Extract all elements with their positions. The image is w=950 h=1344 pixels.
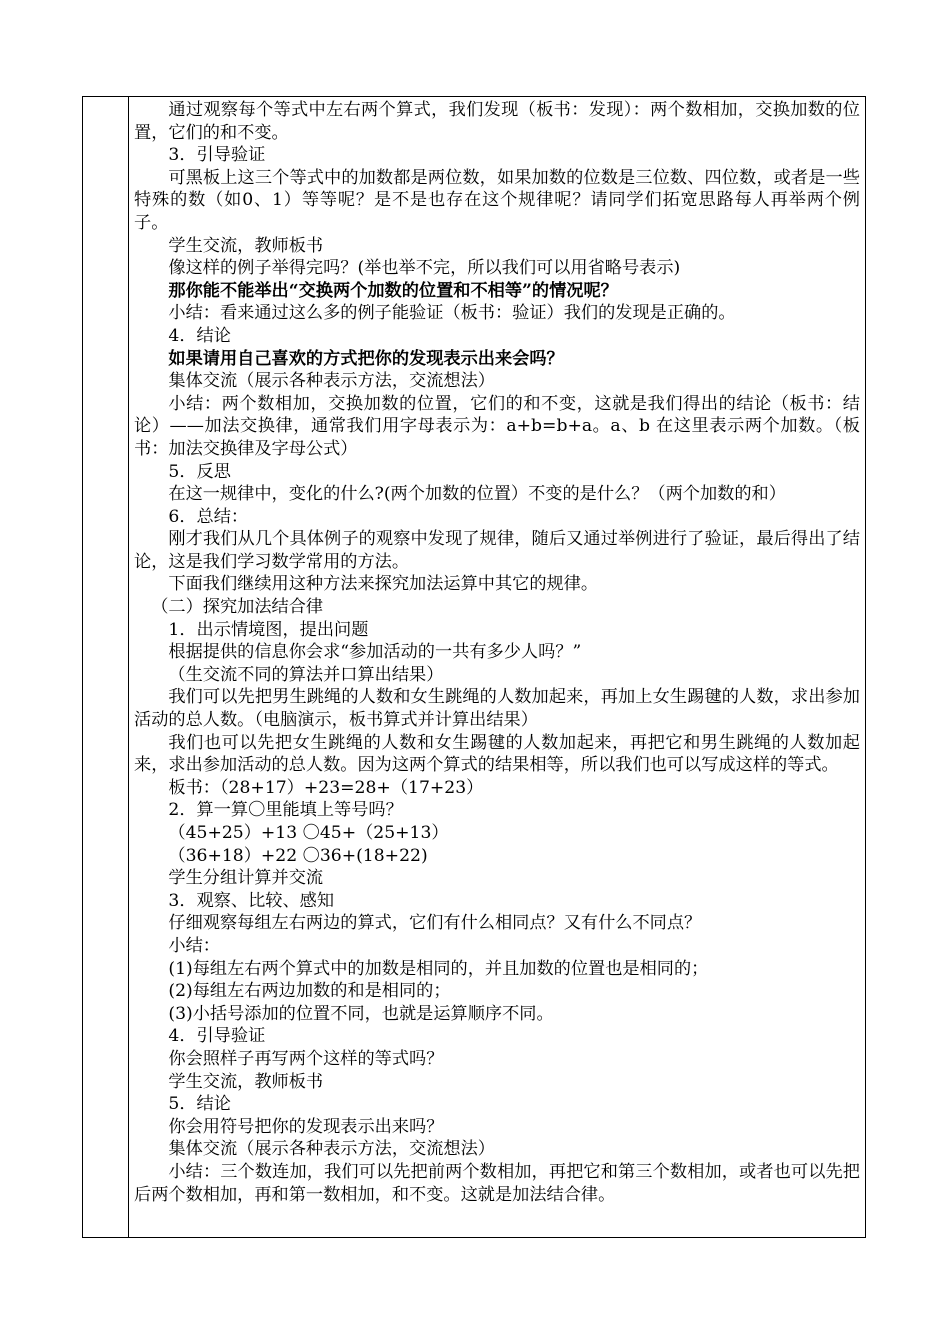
paragraph: 你会用符号把你的发现表示出来吗？ [168,1116,444,1137]
paragraph: (1)每组左右两个算式中的加数是相同的，并且加数的位置也是相同的； [168,958,709,979]
paragraph: 小结： [168,935,220,956]
paragraph: 3．观察、比较、感知 [168,890,335,911]
paragraph: (3)小括号添加的位置不同，也就是运算顺序不同。 [168,1003,554,1024]
paragraph: 可黑板上这三个等式中的加数都是两位数，如果加数的位数是三位数、四位数，或者是一些特殊的数（如0、1）等等呢？是不是也存在这个规律呢？请同学们拓宽思路每人再举两个例子。 [134,167,860,233]
paragraph: 仔细观察每组左右两边的算式，它们有什么相同点？又有什么不同点？ [168,913,702,934]
paragraph: 3．引导验证 [168,145,266,166]
paragraph: 4．结论 [168,325,231,346]
lesson-text [134,99,860,1206]
paragraph: 我们可以先把男生跳绳的人数和女生跳绳的人数加起来，再加上女生踢毽的人数，求出参加活动的总人数。（电脑演示，板书算式并计算出结果） [134,687,860,731]
paragraph: (2)每组左右两边加数的和是相同的； [168,981,451,1002]
paragraph: 2．算一算〇里能填上等号吗？ [168,800,403,821]
paragraph: 集体交流（展示各种表示方法，交流想法） [168,371,495,392]
paragraph: 5．结论 [168,1094,231,1115]
paragraph: 学生分组计算并交流 [168,868,324,889]
paragraph: （36+18）+22 〇36+(18+22) [168,845,428,866]
paragraph: 你会照样子再写两个这样的等式吗？ [168,1048,444,1069]
paragraph: 5．反思 [168,461,231,482]
paragraph: 刚才我们从几个具体例子的观察中发现了规律，随后又通过举例进行了验证，最后得出了结论，这是我们学习数学常用的方法。 [134,529,860,572]
paragraph: 板书：（28+17）+23=28+（17+23） [168,777,484,798]
paragraph: 6．总结： [168,506,249,527]
paragraph: 小结：三个数连加，我们可以先把前两个数相加，再把它和第三个数相加，或者也可以先把后两个数相加，再和第一数相加，和不变。这就是加法结合律。 [134,1161,860,1205]
paragraph: 4．引导验证 [168,1026,266,1047]
paragraph: 学生交流，教师板书 [168,235,324,256]
paragraph: （生交流不同的算法并口算出结果） [168,664,444,685]
paragraph: （45+25）+13 〇45+（25+13） [168,823,449,843]
paragraph: 如果请用自己喜欢的方式把你的发现表示出来会吗？ [168,348,564,369]
paragraph: 通过观察每个等式中左右两个算式，我们发现（板书：发现）：两个数相加，交换加数的位置，它们的和不变。 [134,100,860,143]
paragraph: 学生交流，教师板书 [168,1071,324,1092]
paragraph: 下面我们继续用这种方法来探究加法运算中其它的规律。 [168,574,599,595]
paragraph: （二）探究加法结合律 [151,597,324,618]
paragraph: 在这一规律中，变化的什么?(两个加数的位置）不变的是什么？（两个加数的和） [168,484,786,505]
paragraph: 集体交流（展示各种表示方法，交流想法） [168,1139,495,1160]
paragraph: 1．出示情境图，提出问题 [168,619,369,640]
paragraph: 像这样的例子举得完吗？(举也举不完，所以我们可以用省略号表示) [168,258,681,279]
paragraph: 那你能不能举出“交换两个加数的位置和不相等”的情况呢？ [168,280,618,301]
paragraph: 小结：两个数相加，交换加数的位置，它们的和不变，这就是我们得出的结论（板书：结论）——加法交换律，通常我们用字母表示为：a+b=b+a。a、b 在这里表示两个加数。（板书：加法交换律及字母公式） [134,393,860,459]
paragraph: 我们也可以先把女生跳绳的人数和女生踢毽的人数加起来，再把它和男生跳绳的人数加起来，求出参加活动的总人数。因为这两个算式的结果相等，所以我们也可以写成这样的等式。 [134,732,860,776]
paragraph: 根据提供的信息你会求“参加活动的一共有多少人吗？” [168,642,582,663]
paragraph: 小结：看来通过这么多的例子能验证（板书：验证）我们的发现是正确的。 [168,303,736,324]
column-divider [128,96,129,1238]
